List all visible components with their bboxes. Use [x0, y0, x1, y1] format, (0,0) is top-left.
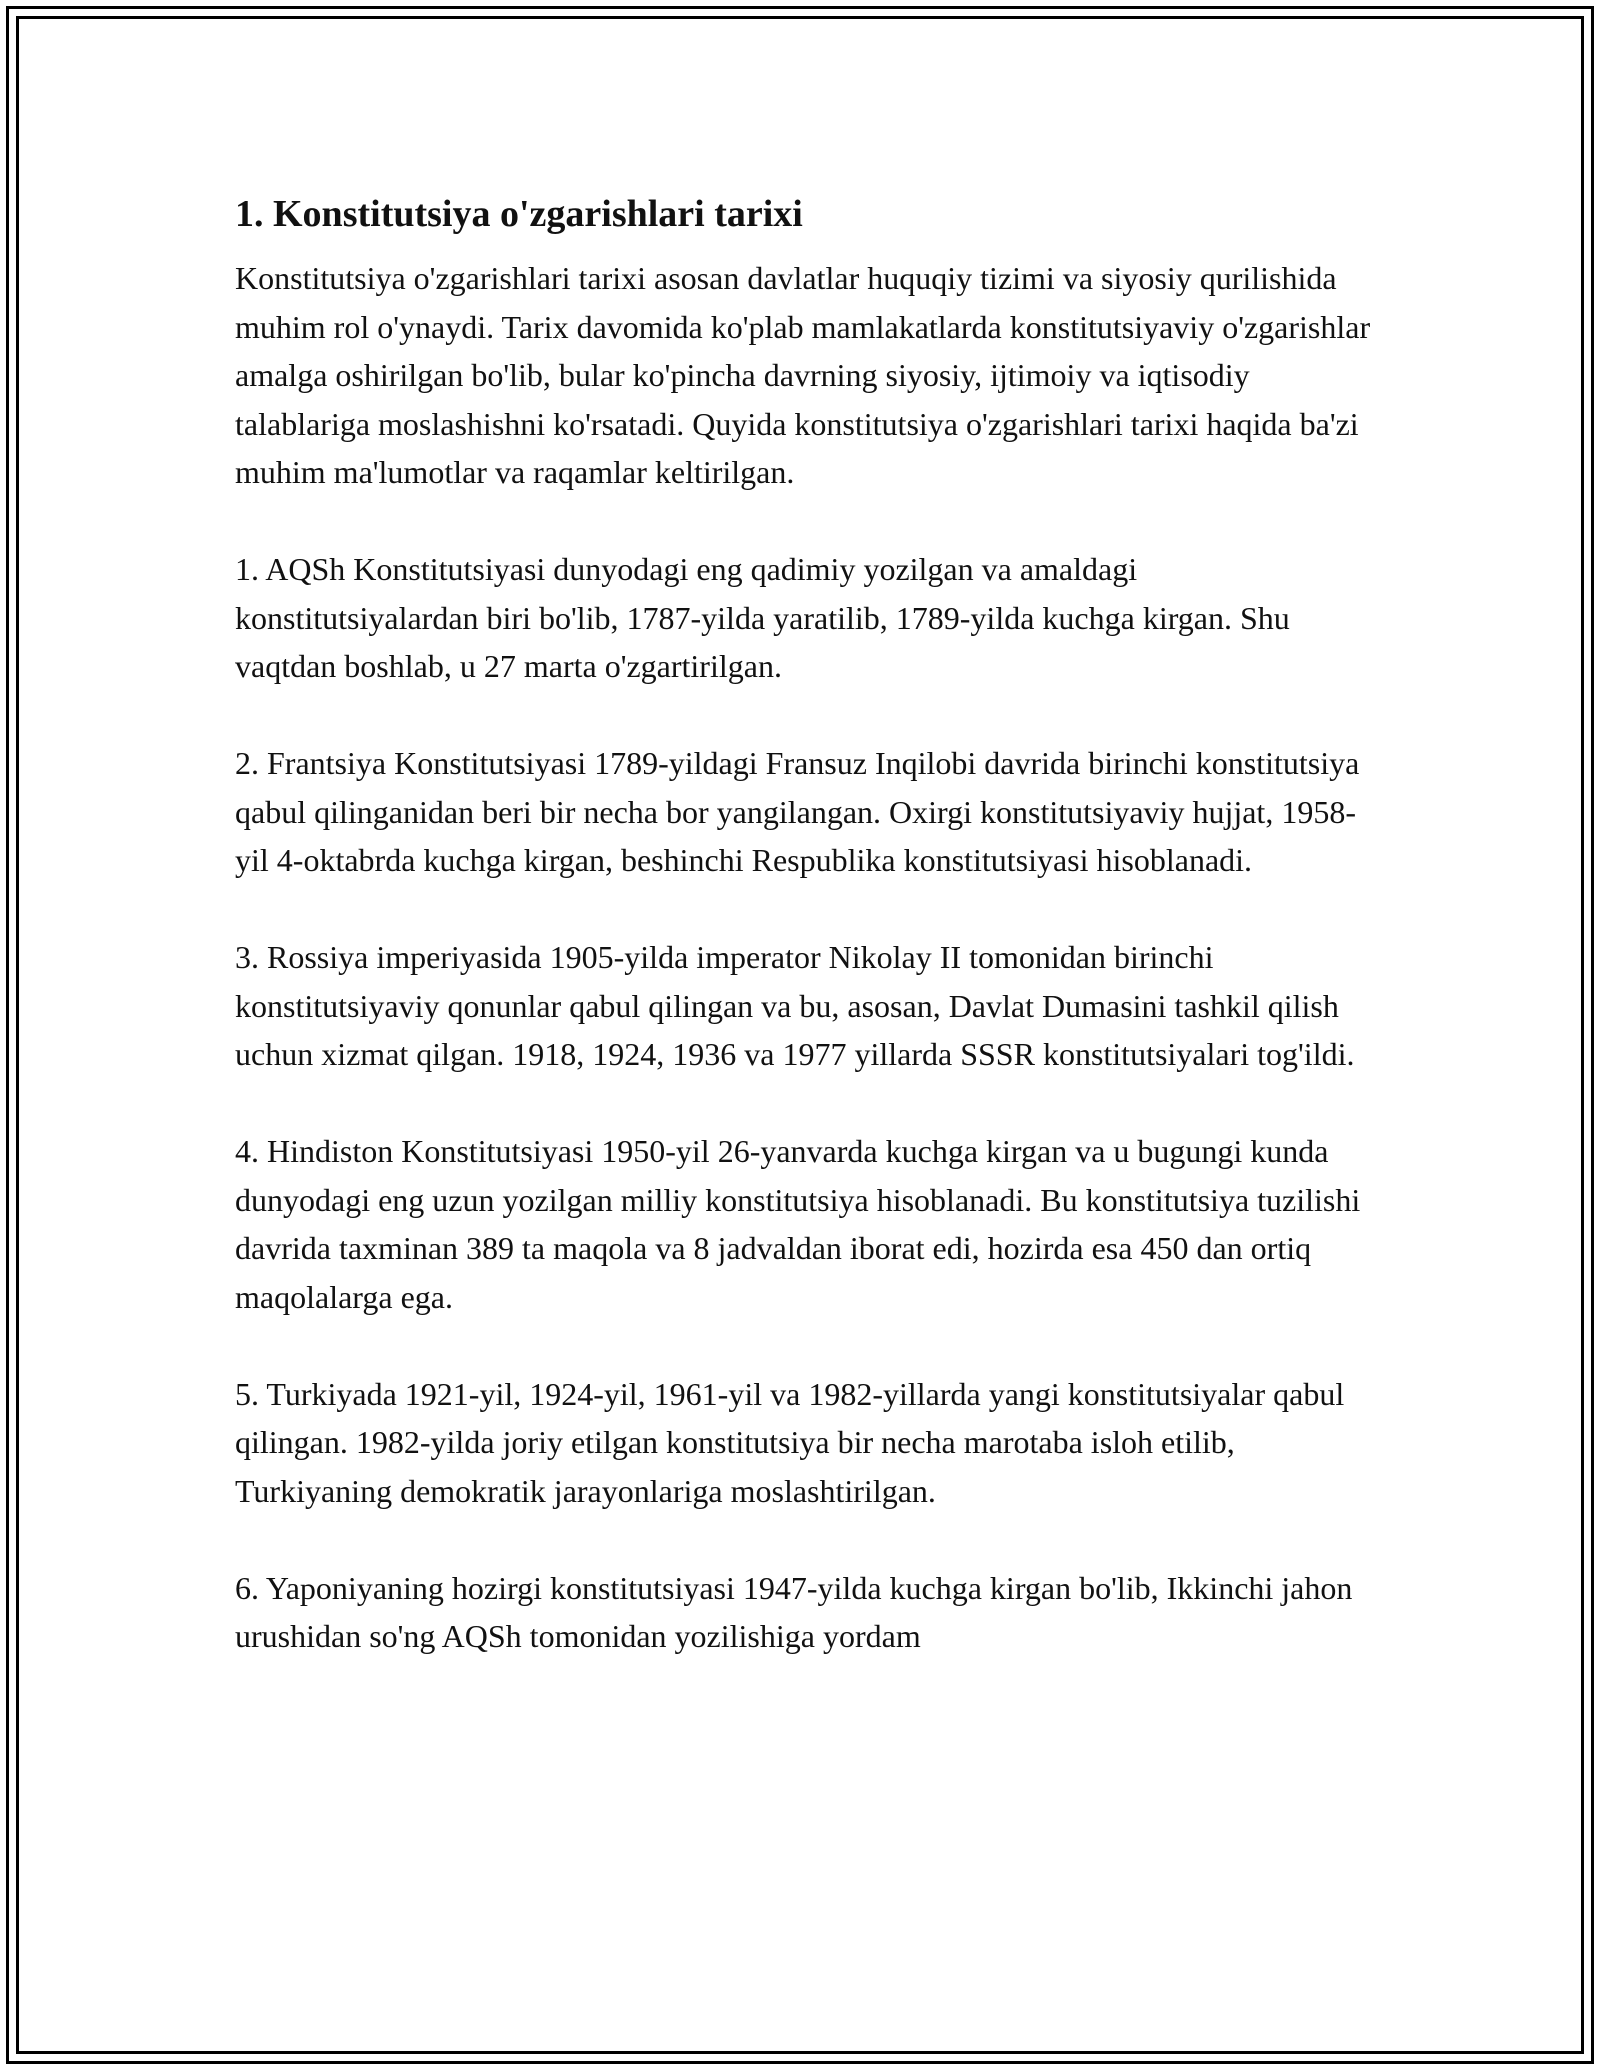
intro-paragraph: Konstitutsiya o'zgarishlari tarixi asosan davlatlar huquqiy tizimi va siyosiy qurilishida muhim rol o'ynaydi. Tarix davomida ko'plab mamlakatlarda konstitutsiyaviy o'zgarishlar amalga oshirilgan bo'lib, bular ko'pincha davrning siyosiy, ijtimoiy va iqtisodiy talablariga moslashishni ko'rsatadi. Quyida konstitutsiya o'zgarishlari tarixi haqida ba'zi muhim ma'lumotlar va raqamlar keltirilgan.	[235, 260, 1371, 490]
list-item-usa: 1. AQSh Konstitutsiyasi dunyodagi eng qadimiy yozilgan va amaldagi konstitutsiyalardan biri bo'lib, 1787-yilda yaratilib, 1789-yilda kuchga kirgan. Shu vaqtdan boshlab, u 27 marta o'zgartirilgan.	[235, 551, 1290, 684]
list-item-france: 2. Frantsiya Konstitutsiyasi 1789-yildagi Fransuz Inqilobi davrida birinchi konstitutsiya qabul qilinganidan beri bir necha bor yangilangan. Oxirgi konstitutsiyaviy hujjat, 1958-yil 4-oktabrda kuchga kirgan, beshinchi Respublika konstitutsiyasi hisoblanadi.	[235, 745, 1360, 878]
list-item-india: 4. Hindiston Konstitutsiyasi 1950-yil 26-yanvarda kuchga kirgan va u bugungi kunda dunyodagi eng uzun yozilgan milliy konstitutsiya hisoblanadi. Bu konstitutsiya tuzilishi davrida taxminan 389 ta maqola va 8 jadvaldan iborat edi, hozirda esa 450 dan ortiq maqolalarga ega.	[235, 1133, 1361, 1315]
list-item-japan: 6. Yaponiyaning hozirgi konstitutsiyasi 1947-yilda kuchga kirgan bo'lib, Ikkinchi jahon urushidan so'ng AQSh tomonidan yozilishiga yordam	[235, 1569, 1353, 1654]
list-item-russia: 3. Rossiya imperiyasida 1905-yilda imperator Nikolay II tomonidan birinchi konstitutsiyaviy qonunlar qabul qilingan va bu, asosan, Davlat Dumasini tashkil qilish uchun xizmat qilgan. 1918, 1924, 1936 va 1977 yillarda SSSR konstitutsiyalari tog'ildi.	[235, 939, 1355, 1072]
section-heading: 1. Konstitutsiya o'zgarishlari tarixi	[235, 193, 803, 235]
list-item-turkey: 5. Turkiyada 1921-yil, 1924-yil, 1961-yil va 1982-yillarda yangi konstitutsiyalar qabul qilingan. 1982-yilda joriy etilgan konstitutsiya bir necha marotaba isloh etilib, Turkiyaning demokratik jarayonlariga moslashtirilgan.	[235, 1375, 1345, 1509]
document-body	[235, 186, 1385, 1709]
